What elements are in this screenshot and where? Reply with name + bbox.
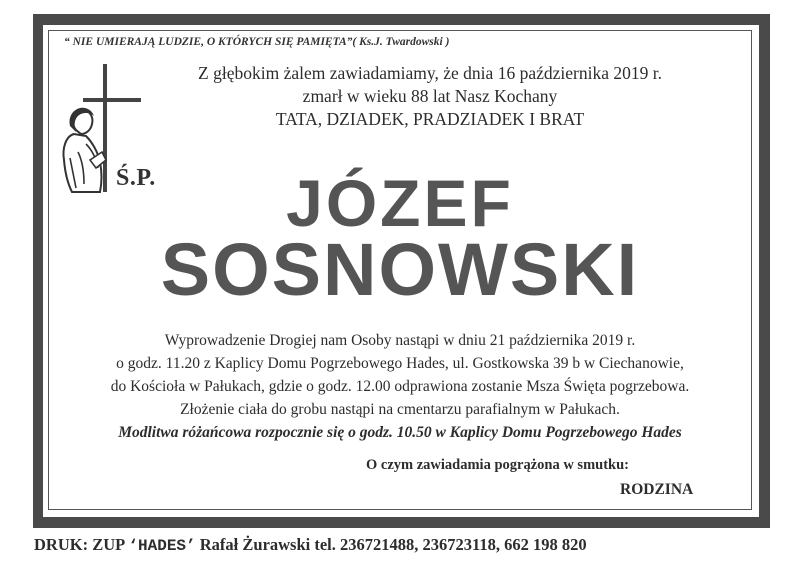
deceased-first-name: JÓZEF [286, 166, 514, 240]
details-line-4: Złożenie ciała do grobu nastąpi na cmentarzu parafialnym w Pałukach. [180, 401, 620, 418]
footer-contact: Rafał Żurawski tel. 236721488, 236723118, 662 198 820 [195, 535, 587, 554]
motto-quote: “ NIE UMIERAJĄ LUDZIE, O KTÓRYCH SIĘ PAMIĘTA”( Ks.J. Twardowski ) [64, 36, 450, 48]
closing-notice: O czym zawiadamia pogrążona w smutku: [366, 457, 630, 473]
intro-line-3: TATA, DZIADEK, PRADZIADEK I BRAT [275, 109, 585, 129]
funeral-details [55, 329, 745, 444]
footer-brand: ‘HADES’ [128, 537, 196, 555]
details-line-1: Wyprowadzenie Drogiej nam Osoby nastąpi w dniu 21 października 2019 r. [164, 332, 636, 349]
details-line-3: do Kościoła w Pałukach, gdzie o godz. 12.00 odprawiona zostanie Msza Święta pogrzebowa. [110, 378, 690, 395]
details-line-2: o godz. 11.20 z Kaplicy Domu Pogrzebowego Hades, ul. Gostkowska 39 b w Ciechanowie, [116, 355, 684, 372]
family-signature: RODZINA [620, 481, 694, 498]
announcement-intro [160, 62, 700, 131]
intro-line-1: Z głębokim żalem zawiadamiamy, że dnia 16 października 2019 r. [198, 63, 662, 83]
footer-prefix: DRUK: ZUP [34, 535, 129, 554]
deceased-last-name: SOSNOWSKI [160, 228, 640, 311]
prayer-notice: Modlitwa różańcowa rozpocznie się o godz. 10.50 w Kaplicy Domu Pogrzebowego Hades [118, 424, 682, 441]
intro-line-2: zmarł w wieku 88 lat Nasz Kochany [302, 86, 558, 106]
printer-footer [34, 535, 587, 555]
sp-abbreviation: Ś.P. [116, 165, 156, 191]
